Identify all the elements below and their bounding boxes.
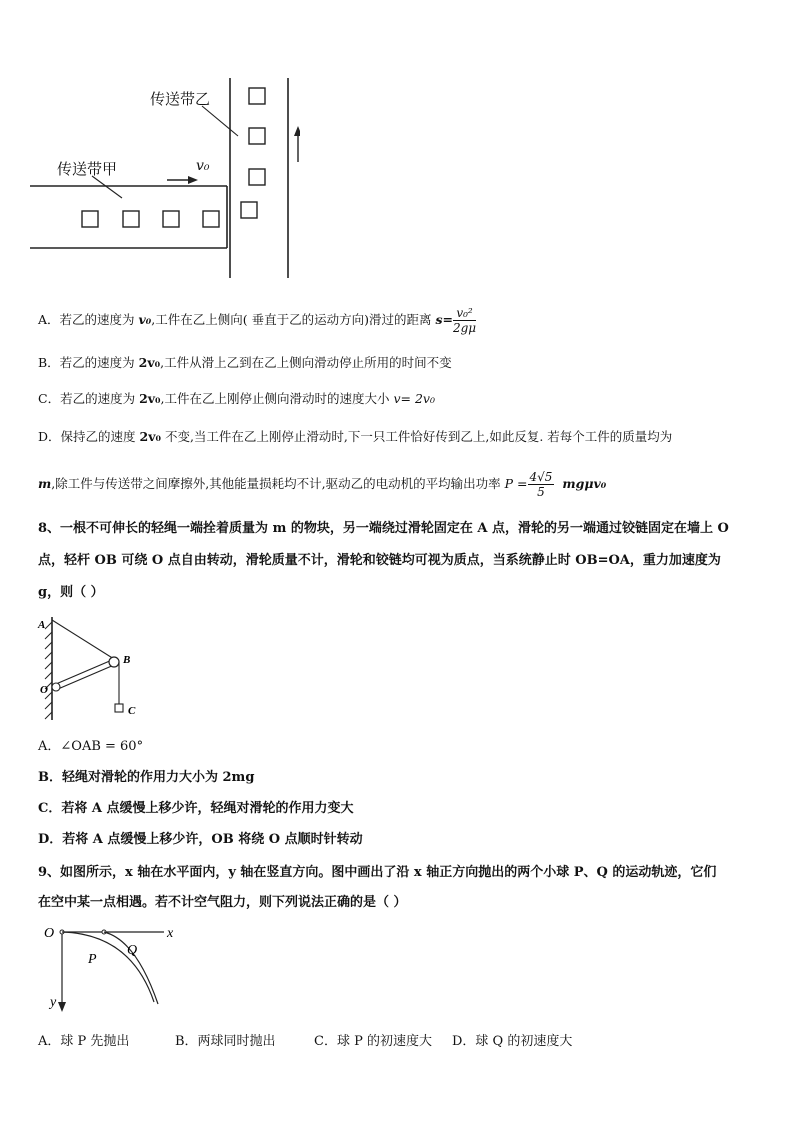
q9-option-a: A．球 P 先抛出 — [38, 1034, 130, 1049]
q8-stem-line3: g，则（ ） — [38, 585, 104, 600]
ball-q-label: Q — [127, 943, 138, 958]
q8-stem-line1: 8、一根不可伸长的轻绳一端拴着质量为 m 的物块，另一端绕过滑轮固定在 A 点，滑轮的另一端通过铰链固定在墙上 O — [38, 521, 729, 536]
conveyor-figure — [30, 78, 300, 288]
q7-option-b: B．若乙的速度为 2v₀,工件从滑上乙到在乙上侧向滑动停止所用的时间不变 — [38, 355, 452, 370]
q9-stem-line1: 9、如图所示，x 轴在水平面内，y 轴在竖直方向。图中画出了沿 x 轴正方向抛出的两个小球 P、Q 的运动轨迹，它们 — [38, 865, 717, 880]
q8-option-d: D．若将 A 点缓慢上移少许，OB 将绕 O 点顺时针转动 — [38, 832, 363, 847]
q9-option-c: C．球 P 的初速度大 — [314, 1034, 432, 1049]
ball-p-label: P — [88, 952, 97, 967]
q7-option-d-line2: m,除工件与传送带之间摩擦外,其他能量损耗均不计,驱动乙的电动机的平均输出功率 P = $\frac{4√5}{5}$ mgμv₀ — [38, 470, 607, 499]
belt-yi-label: 传送带乙 — [150, 90, 211, 108]
pulley-figure — [34, 612, 144, 727]
belt-jia-label: 传送带甲 — [57, 160, 118, 178]
q9-option-b: B．两球同时抛出 — [175, 1034, 276, 1049]
point-o-label: O — [40, 684, 48, 696]
fraction-p: $\frac{4√5}{5}$ — [529, 470, 553, 499]
q9-option-d: D．球 Q 的初速度大 — [452, 1034, 573, 1049]
q8-option-b: B．轻绳对滑轮的作用力大小为 2mg — [38, 770, 255, 785]
point-a-label: A — [38, 619, 46, 631]
q7-option-c: C．若乙的速度为 2v₀,工件在乙上刚停止侧向滑动时的速度大小 v= 2v₀ — [38, 391, 436, 406]
q8-option-a: A．∠OAB = 60° — [38, 739, 144, 754]
q8-option-c: C．若将 A 点缓慢上移少许，轻绳对滑轮的作用力变大 — [38, 801, 354, 816]
point-c-label: C — [128, 705, 136, 717]
point-b-label: B — [123, 654, 131, 666]
y-axis-label: y — [50, 995, 57, 1010]
origin-label: O — [44, 926, 55, 941]
q7-option-a: A．若乙的速度为 v₀,工件在乙上侧向( 垂直于乙的运动方向)滑过的距离 s= $\frac{\text{v₀²}}{2g\mu}$ — [38, 306, 477, 335]
velocity-label: v₀ — [196, 158, 210, 174]
q8-stem-line2: 点，轻杆 OB 可绕 O 点自由转动，滑轮质量不计，滑轮和铰链均可视为质点，当系统静止时 OB=OA，重力加速度为 — [38, 553, 721, 568]
projectile-figure — [36, 922, 186, 1014]
x-axis-label: x — [167, 926, 174, 941]
fraction-s: $\frac{\text{v₀²}}{2g\mu}$ — [452, 306, 477, 335]
q9-stem-line2: 在空中某一点相遇。若不计空气阻力，则下列说法正确的是（ ） — [38, 895, 407, 910]
q7-option-d-line1: D．保持乙的速度 2v₀ 不变,当工件在乙上刚停止滑动时,下一只工件恰好传到乙上,如此反复. 若每个工件的质量均为 — [38, 429, 673, 444]
